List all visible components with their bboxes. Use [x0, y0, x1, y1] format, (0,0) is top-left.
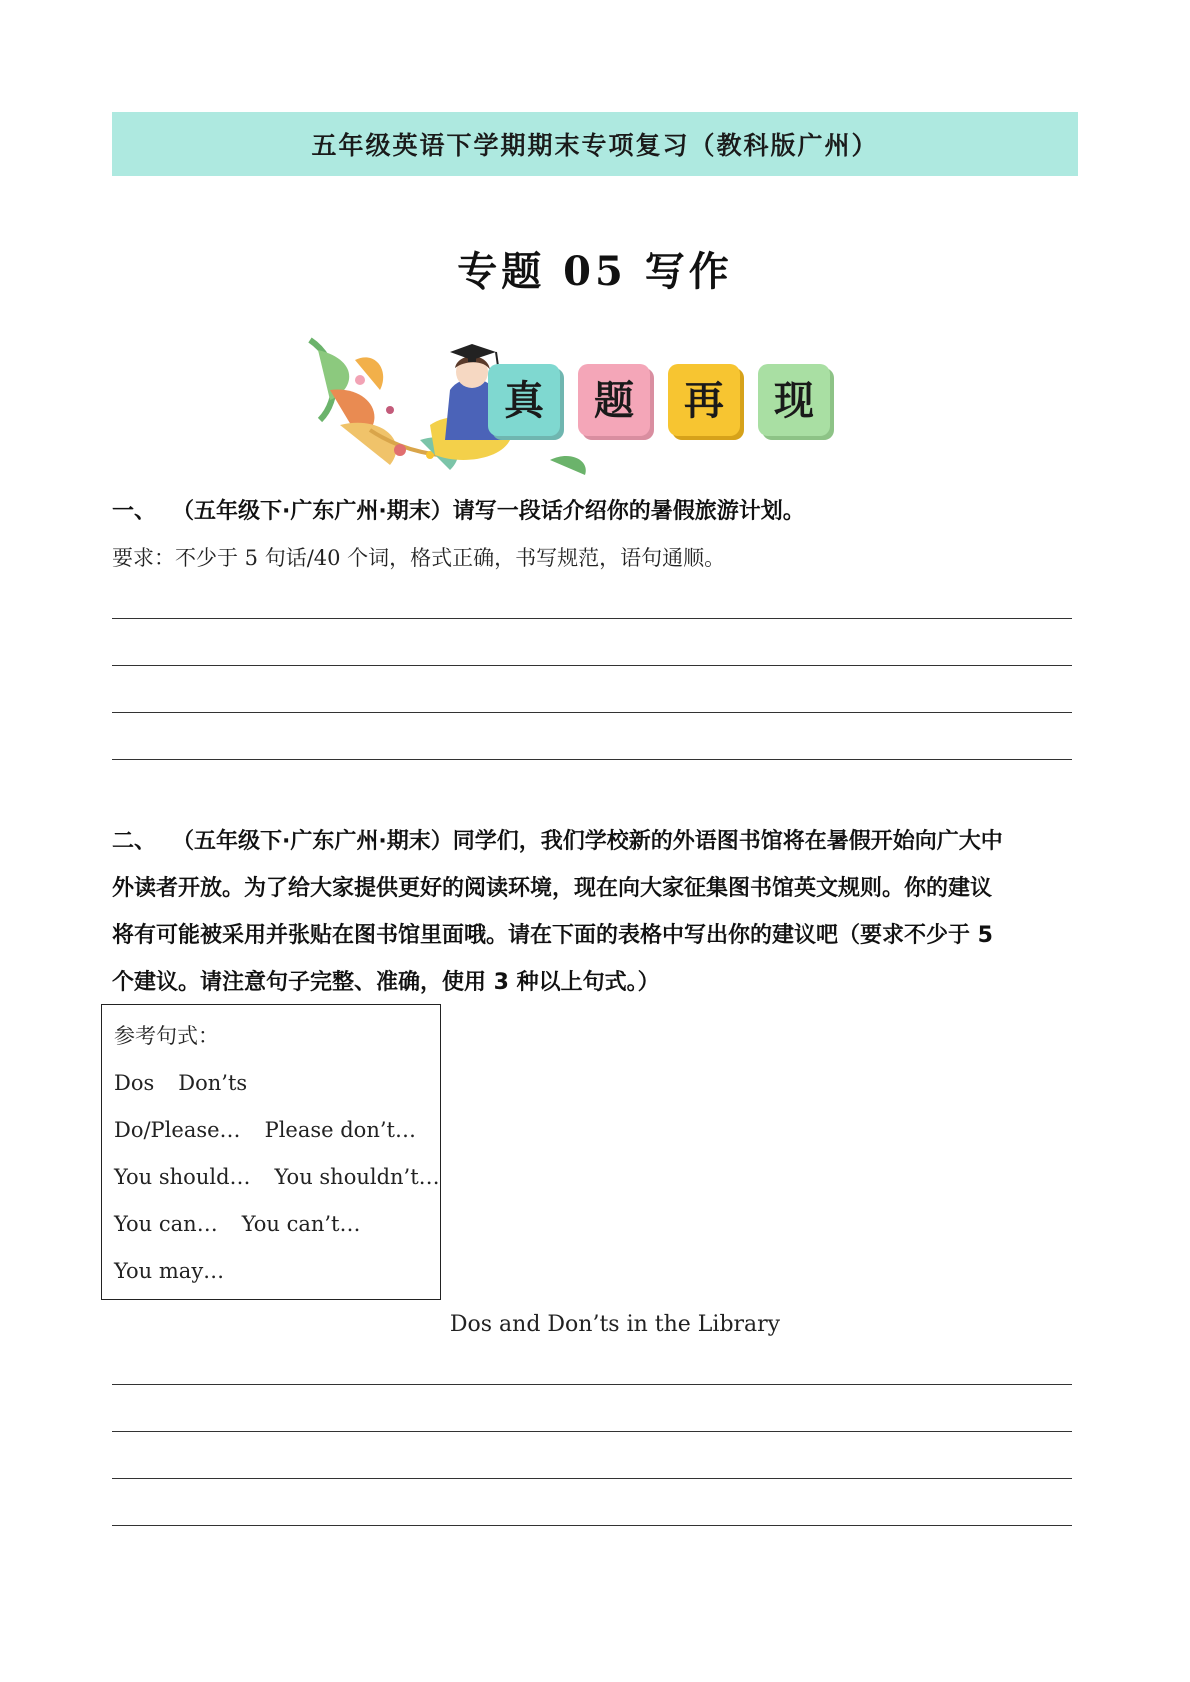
header-title: 五年级英语下学期期末专项复习（教科版广州）: [311, 131, 879, 160]
topic-title: 专题 05 写作: [457, 248, 733, 295]
q2-line-4: 个建议。请注意句子完整、准确，使用 3 种以上句式。）: [112, 970, 660, 995]
q2-answer-line[interactable]: [112, 1478, 1072, 1479]
q2-heading: [112, 818, 1082, 1006]
tile-xian-char: 现: [774, 378, 814, 424]
q2-line-3: 将有可能被采用并张贴在图书馆里面哦。请在下面的表格中写出你的建议吧（要求不少于 5: [112, 923, 993, 948]
banner-illustration: [300, 330, 890, 480]
q2-answer-line[interactable]: [112, 1525, 1072, 1526]
reference-do: Do/Please…: [114, 1118, 241, 1142]
tile-zhen: [488, 364, 564, 440]
reference-dont: Please don’t…: [264, 1118, 416, 1142]
reference-row: [114, 1248, 428, 1295]
tile-zai: [668, 364, 744, 440]
reference-title: 参考句式：: [114, 1024, 219, 1048]
reference-row: [114, 1154, 440, 1201]
q2-answer-line[interactable]: [112, 1431, 1072, 1432]
tile-zhen-char: 真: [504, 378, 544, 424]
q1-answer-line[interactable]: [112, 712, 1072, 713]
q2-line-2: 外读者开放。为了给大家提供更好的阅读环境，现在向大家征集图书馆英文规则。你的建议: [112, 876, 993, 901]
reference-row: [114, 1201, 428, 1248]
library-rules-title: Dos and Don’ts in the Library: [449, 1312, 781, 1337]
q1-number: 一、: [112, 499, 157, 524]
q2-answer-line[interactable]: [112, 1384, 1072, 1385]
tile-xian: [758, 364, 834, 440]
tile-ti-char: 题: [594, 378, 634, 424]
q2-line-1: （五年级下·广东广州·期末）同学们，我们学校新的外语图书馆将在暑假开始向广大中: [172, 829, 1003, 854]
reference-do: Dos: [114, 1071, 155, 1095]
tile-zai-char: 再: [684, 378, 724, 424]
tile-ti: [578, 364, 654, 440]
reference-dont: Don’ts: [178, 1071, 248, 1095]
q1-text: （五年级下·广东广州·期末）请写一段话介绍你的暑假旅游计划。: [172, 499, 805, 524]
q2-number: 二、: [112, 829, 157, 854]
q1-answer-line[interactable]: [112, 665, 1072, 666]
reference-dont: You can’t…: [241, 1212, 361, 1236]
header-band: [112, 112, 1078, 176]
q1-answer-line[interactable]: [112, 759, 1072, 760]
q1-answer-line[interactable]: [112, 618, 1072, 619]
reference-do: You may…: [114, 1259, 225, 1283]
reference-row: [114, 1060, 428, 1107]
q1-requirement: 要求：不少于 5 句话/40 个词，格式正确，书写规范，语句通顺。: [112, 546, 726, 570]
reference-do: You should…: [114, 1165, 251, 1189]
reference-do: You can…: [114, 1212, 218, 1236]
reference-patterns-box: [101, 1004, 441, 1300]
reference-row: [114, 1107, 428, 1154]
reference-dont: You shouldn’t…: [274, 1165, 440, 1189]
q1-heading: [112, 488, 1082, 535]
